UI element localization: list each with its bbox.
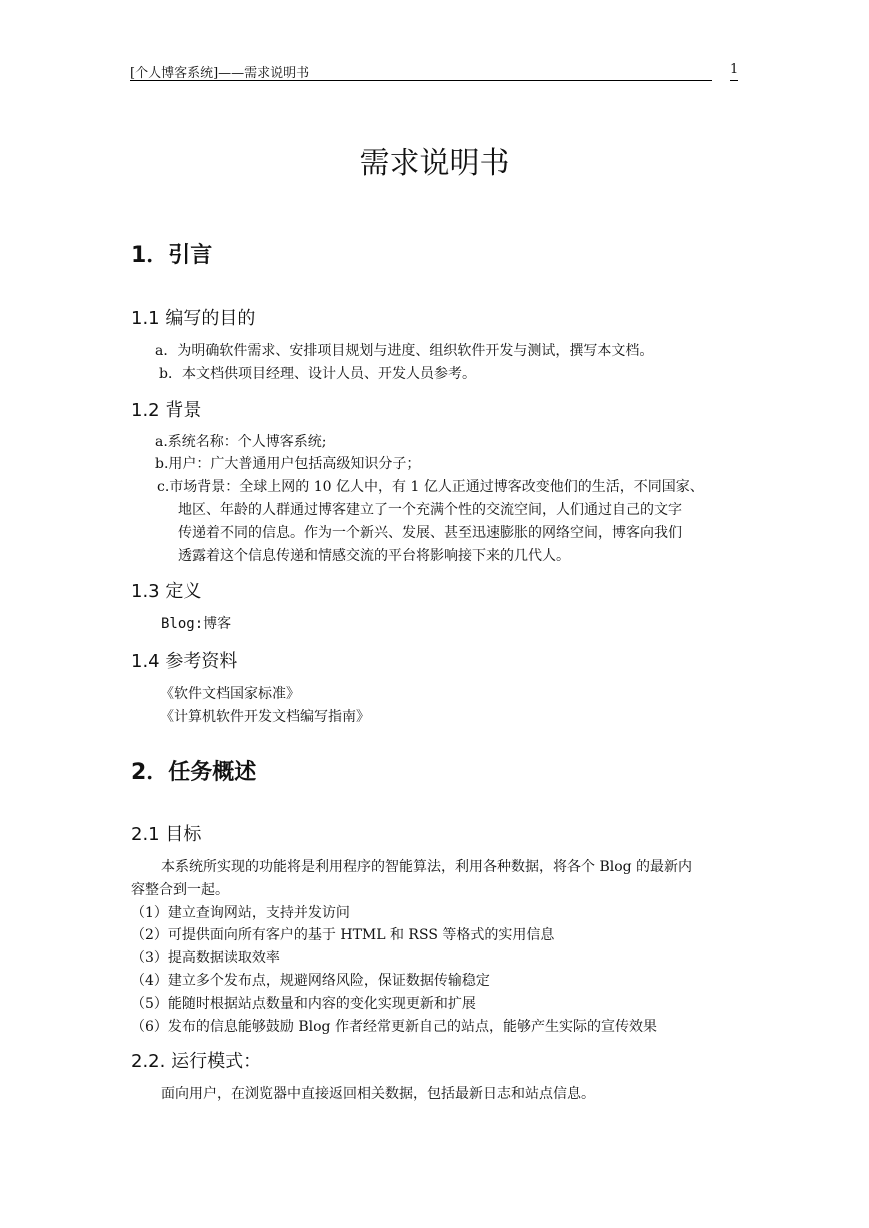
section-1-2-line: a.系统名称：个人博客系统;: [155, 434, 327, 450]
document-title: 需求说明书: [359, 146, 510, 181]
section-2-1-line: 本系统所实现的功能将是利用程序的智能算法，利用各种数据，将各个 Blog 的最新内: [161, 859, 693, 875]
section-2-2-line: 面向用户，在浏览器中直接返回相关数据，包括最新日志和站点信息。: [161, 1086, 595, 1102]
section-1-3-heading: 1.3 定义: [131, 581, 202, 602]
section-1-2-line: 传递着不同的信息。作为一个新兴、发展、甚至迅速膨胀的网络空间，博客向我们: [178, 525, 682, 541]
section-2-1-line: （5）能随时根据站点数量和内容的变化实现更新和扩展: [131, 996, 476, 1012]
section-1-heading: 1．引言: [131, 243, 213, 268]
section-1-2-line: 地区、年龄的人群通过博客建立了一个充满个性的交流空间，人们通过自己的文字: [178, 502, 682, 518]
section-1-2-line: c.市场背景：全球上网的 10 亿人中，有 1 亿人正通过博客改变他们的生活，不同国家、: [157, 479, 704, 495]
section-1-4-line: 《软件文档国家标准》: [160, 686, 300, 702]
section-1-4-line: 《计算机软件开发文档编写指南》: [160, 709, 370, 725]
header-rule: [130, 80, 712, 81]
section-2-1-line: （4）建立多个发布点，规避网络风险，保证数据传输稳定: [131, 973, 490, 989]
section-2-1-line: （6）发布的信息能够鼓励 Blog 作者经常更新自己的站点，能够产生实际的宣传效果: [131, 1019, 657, 1035]
section-1-1-line: a．为明确软件需求、安排项目规划与进度、组织软件开发与测试，撰写本文档。: [155, 343, 654, 359]
section-2-1-heading: 2.1 目标: [131, 824, 202, 845]
page-header: [130, 62, 738, 82]
page-number: 1: [730, 62, 739, 77]
section-1-2-line: 透露着这个信息传递和情感交流的平台将影响接下来的几代人。: [178, 548, 570, 564]
section-1-1-line: b．本文档供项目经理、设计人员、开发人员参考。: [159, 366, 476, 382]
section-2-1-line: 容整合到一起。: [131, 882, 229, 898]
section-2-1-line: （3）提高数据读取效率: [131, 950, 280, 966]
section-2-1-line: （2）可提供面向所有客户的基于 HTML 和 RSS 等格式的实用信息: [131, 927, 555, 943]
section-1-2-heading: 1.2 背景: [131, 400, 202, 421]
section-1-2-line: b.用户：广大普通用户包括高级知识分子；: [155, 456, 421, 472]
section-2-1-line: （1）建立查询网站，支持并发访问: [131, 905, 350, 921]
section-1-1-heading: 1.1 编写的目的: [131, 308, 256, 329]
header-title: [个人博客系统]——需求说明书: [130, 66, 310, 81]
section-2-heading: 2．任务概述: [131, 760, 257, 785]
section-2-2-heading: 2.2. 运行模式：: [131, 1051, 262, 1072]
section-1-3-line: Blog:博客: [161, 616, 232, 632]
section-1-4-heading: 1.4 参考资料: [131, 651, 238, 672]
page-number-rule: [730, 80, 738, 81]
